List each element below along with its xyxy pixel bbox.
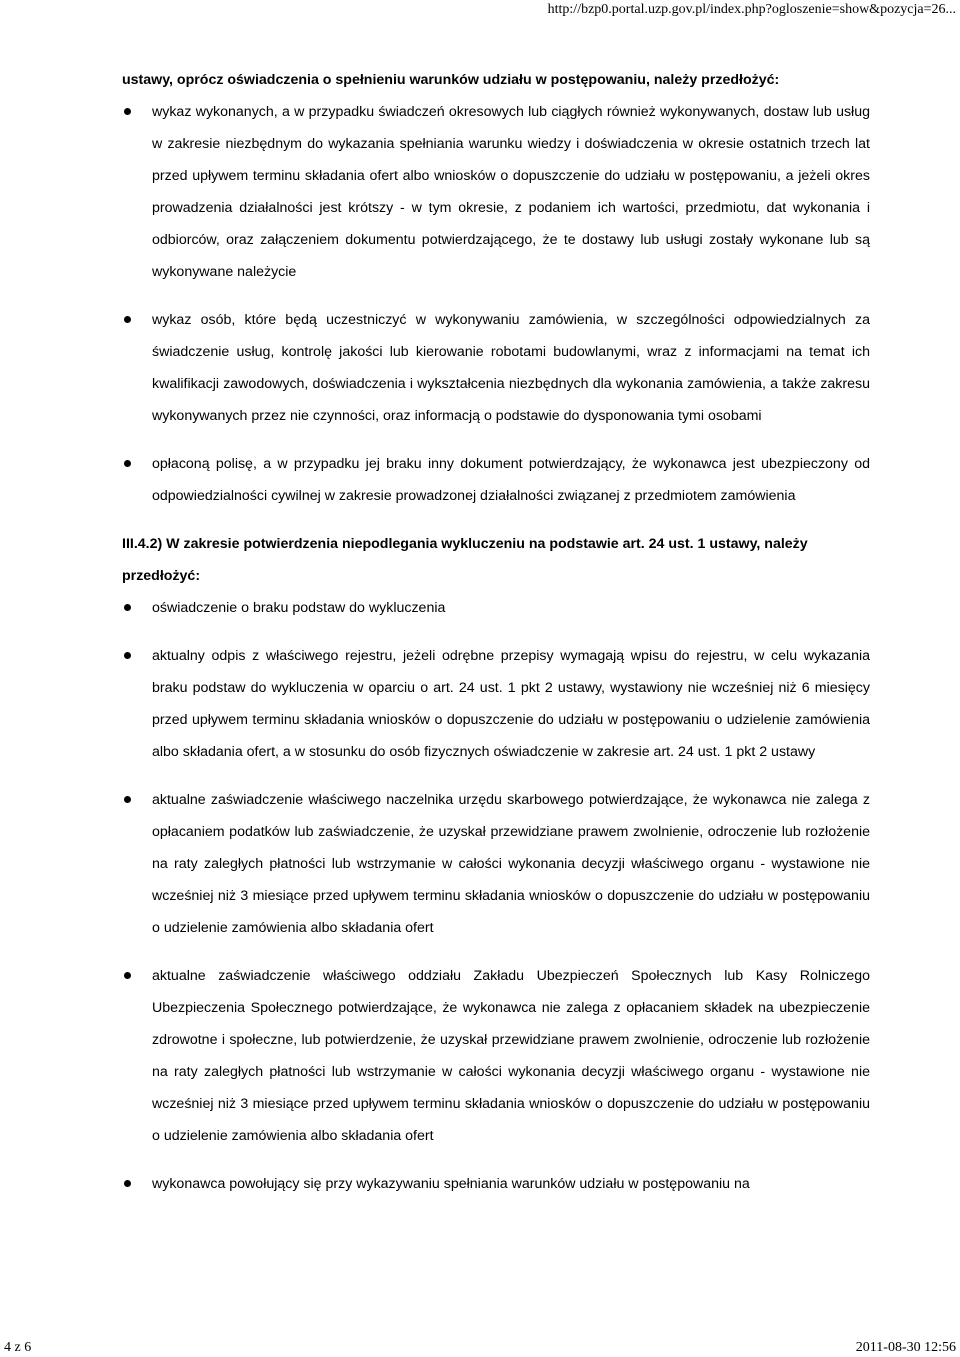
list-item-text: wykaz wykonanych, a w przypadku świadczeń okresowych lub ciągłych również wykonywanych, dostaw lub usług w zakresie niezbędnym do wykazania spełniania warunku wiedzy i doświadczenia w okresie ostatnich trzech lat przed upływem terminu składania ofert albo wniosków o dopuszczenie do udziału w postępowaniu, a jeżeli okres prowadzenia działalności jest krótszy - w tym okresie, z podaniem ich wartości, przedmiotu, dat wykonania i odbiorców, oraz załączeniem dokumentu potwierdzającego, że te dostawy lub usługi zostały wykonane lub są wykonywane należycie (152, 104, 870, 280)
bullet-icon (124, 652, 131, 659)
list-item-text: opłaconą polisę, a w przypadku jej braku inny dokument potwierdzający, że wykonawca jest ubezpieczony od odpowiedzialności cywilnej w zakresie prowadzonej działalności związanej z przedmiotem zamówienia (152, 456, 870, 504)
bullet-icon (124, 108, 131, 115)
list-item (122, 640, 870, 768)
list-item (122, 448, 870, 512)
bullet-icon (124, 796, 131, 803)
list-item (122, 784, 870, 944)
section-heading: III.4.2) W zakresie potwierdzenia niepodlegania wykluczeniu na podstawie art. 24 ust. 1 ustawy, należy przedłożyć: (122, 536, 808, 584)
bullet-icon (124, 604, 131, 611)
requirements-list-1 (122, 96, 870, 512)
document-content (122, 64, 870, 1216)
bullet-icon (124, 460, 131, 467)
page-number: 4 z 6 (4, 1340, 32, 1355)
list-item (122, 96, 870, 288)
list-item (122, 304, 870, 432)
list-item-text: wykaz osób, które będą uczestniczyć w wykonywaniu zamówienia, w szczególności odpowiedzialnych za świadczenie usług, kontrolę jakości lub kierowanie robotami budowlanymi, wraz z informacjami na temat ich kwalifikacji zawodowych, doświadczenia i wykształcenia niezbędnych dla wykonania zamówienia, a także zakresu wykonywanych przez nie czynności, oraz informacją o podstawie do dysponowania tymi osobami (152, 312, 870, 424)
print-timestamp: 2011-08-30 12:56 (855, 1340, 956, 1355)
list-item (122, 960, 870, 1152)
list-item-text: aktualne zaświadczenie właściwego oddziału Zakładu Ubezpieczeń Społecznych lub Kasy Rolniczego Ubezpieczenia Społecznego potwierdzające, że wykonawca nie zalega z opłacaniem składek na ubezpieczenie zdrowotne i społeczne, lub potwierdzenie, że uzyskał przewidziane prawem zwolnienie, odroczenie lub rozłożenie na raty zaległych płatności lub wstrzymanie w całości wykonania decyzji właściwego organu - wystawione nie wcześniej niż 3 miesiące przed upływem terminu składania wniosków o dopuszczenie do udziału w postępowaniu o udzielenie zamówienia albo składania ofert (152, 968, 870, 1144)
bullet-icon (124, 316, 131, 323)
requirements-list-2 (122, 592, 870, 1200)
bullet-icon (124, 1180, 131, 1187)
page-url-header: http://bzp0.portal.uzp.gov.pl/index.php?ogloszenie=show&pozycja=26... (547, 2, 956, 17)
list-item (122, 592, 870, 624)
intro-text: ustawy, oprócz oświadczenia o spełnieniu warunków udziału w postępowaniu, należy przedłożyć: (122, 72, 780, 88)
bullet-icon (124, 972, 131, 979)
list-item-text: oświadczenie o braku podstaw do wykluczenia (152, 600, 446, 616)
list-item-text: aktualny odpis z właściwego rejestru, jeżeli odrębne przepisy wymagają wpisu do rejestru, w celu wykazania braku podstaw do wykluczenia w oparciu o art. 24 ust. 1 pkt 2 ustawy, wystawiony nie wcześniej niż 6 miesięcy przed upływem terminu składania wniosków o dopuszczenie do udziału w postępowaniu o udzielenie zamówienia albo składania ofert, a w stosunku do osób fizycznych oświadczenie w zakresie art. 24 ust. 1 pkt 2 ustawy (152, 648, 870, 760)
list-item-text: aktualne zaświadczenie właściwego naczelnika urzędu skarbowego potwierdzające, że wykonawca nie zalega z opłacaniem podatków lub zaświadczenie, że uzyskał przewidziane prawem zwolnienie, odroczenie lub rozłożenie na raty zaległych płatności lub wstrzymanie w całości wykonania decyzji właściwego organu - wystawione nie wcześniej niż 3 miesiące przed upływem terminu składania wniosków o dopuszczenie do udziału w postępowaniu o udzielenie zamówienia albo składania ofert (152, 792, 870, 936)
list-item-text: wykonawca powołujący się przy wykazywaniu spełniania warunków udziału w postępowaniu na (152, 1176, 750, 1192)
list-item (122, 1168, 870, 1200)
